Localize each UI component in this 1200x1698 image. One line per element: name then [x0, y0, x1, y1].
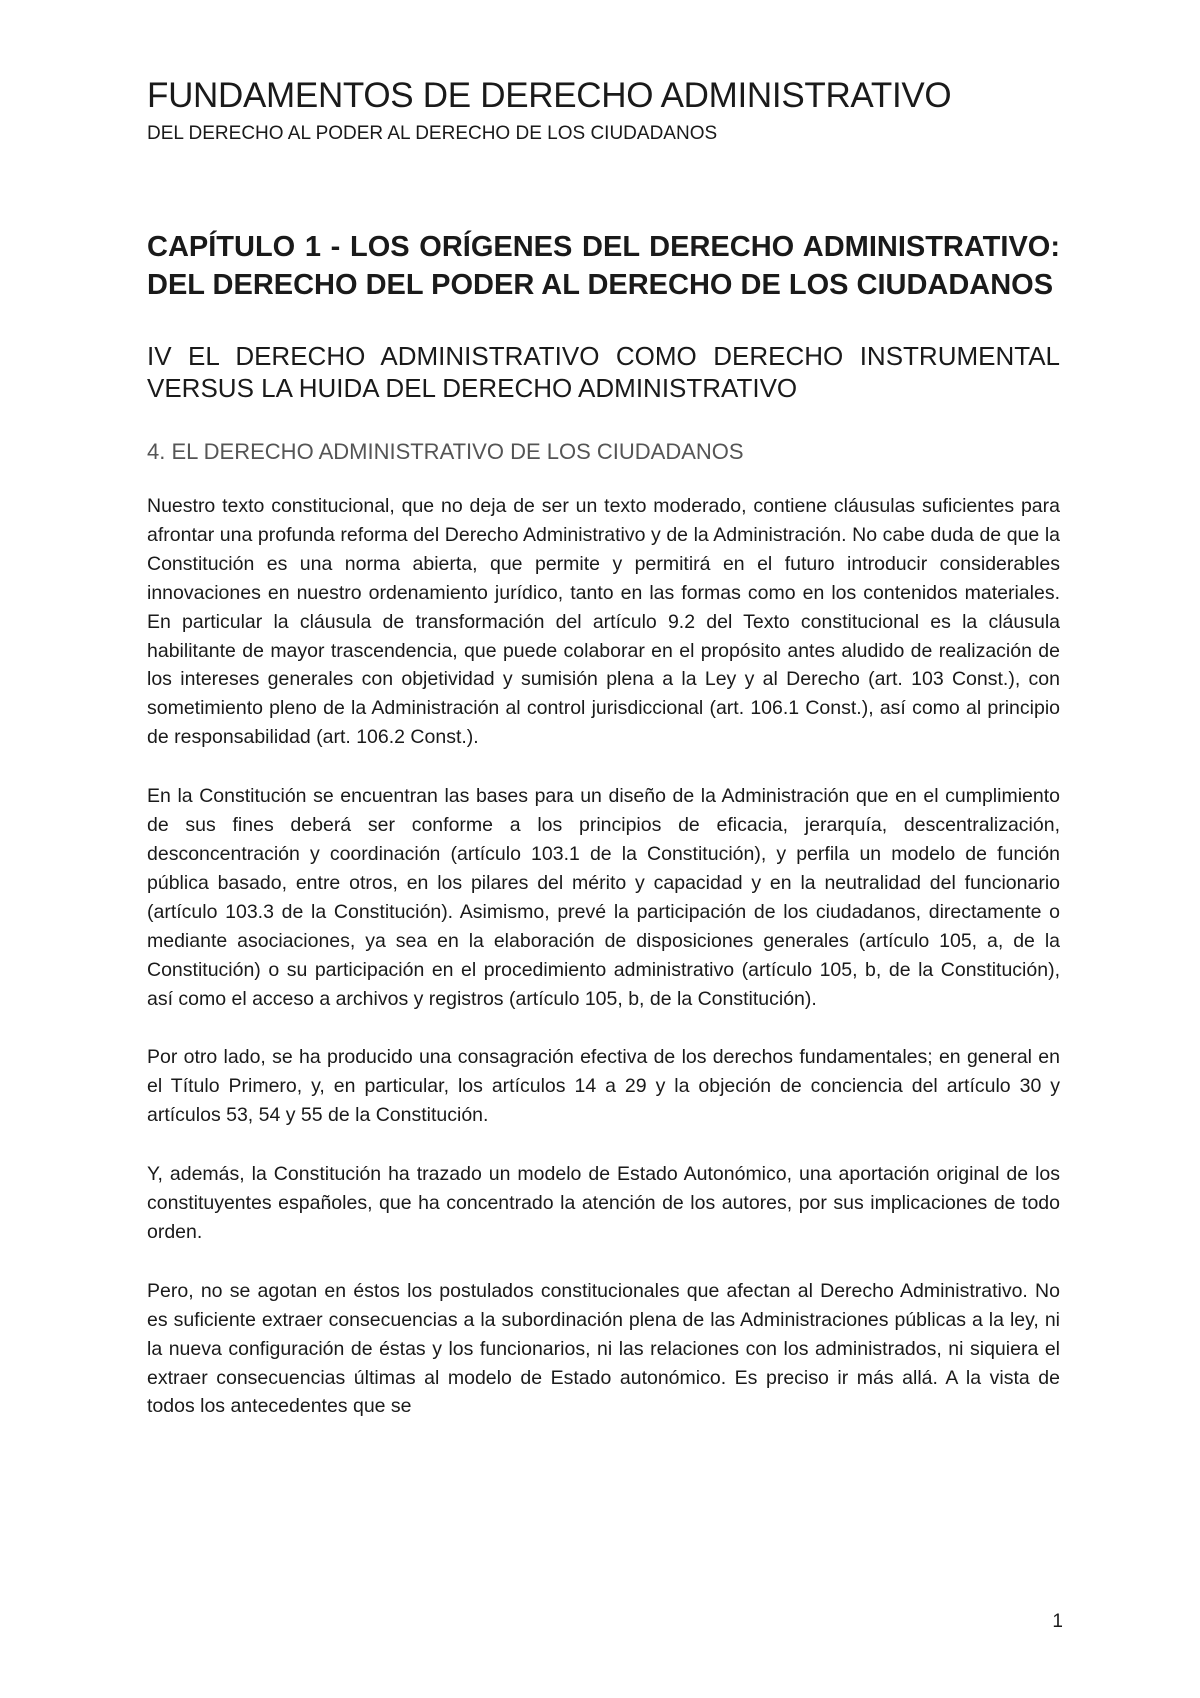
document-title: FUNDAMENTOS DE DERECHO ADMINISTRATIVO — [147, 76, 952, 115]
body-text — [147, 492, 1060, 1421]
document-subtitle: DEL DERECHO AL PODER AL DERECHO DE LOS CIUDADANOS — [147, 123, 718, 144]
subsection-heading: 4. EL DERECHO ADMINISTRATIVO DE LOS CIUDADANOS — [147, 439, 744, 464]
paragraph: Y, además, la Constitución ha trazado un modelo de Estado Autonómico, una aportación original de los constituyentes españoles, que ha concentrado la atención de los autores, por sus implicaciones de todo orden. — [147, 1163, 1060, 1243]
paragraph: Pero, no se agotan en éstos los postulados constitucionales que afectan al Derecho Administrativo. No es suficiente extraer consecuencias a la subordinación plena de las Administraciones públicas a la ley, ni la nueva configuración de éstas y los funcionarios, ni las relaciones con los administrados, ni siquiera el extraer consecuencias últimas al modelo de Estado autonómico. Es preciso ir más allá. A la vista de todos los antecedentes que se — [147, 1279, 1060, 1418]
page-number: 1 — [1052, 1611, 1063, 1632]
chapter-heading: CAPÍTULO 1 - LOS ORÍGENES DEL DERECHO ADMINISTRATIVO: DEL DERECHO DEL PODER AL DERECHO DE LOS CIUDADANOS — [147, 231, 1060, 301]
paragraph: Por otro lado, se ha producido una consagración efectiva de los derechos fundamentales; en general en el Título Primero, y, en particular, los artículos 14 a 29 y la objeción de conciencia del artículo 30 y artículos 53, 54 y 55 de la Constitución. — [147, 1046, 1060, 1127]
paragraph: Nuestro texto constitucional, que no deja de ser un texto moderado, contiene cláusulas suficientes para afrontar una profunda reforma del Derecho Administrativo y de la Administración. No cabe duda de que la Constitución es una norma abierta, que permite y permitirá en el futuro introducir considerables innovaciones en nuestro ordenamiento jurídico, tanto en las formas como en los contenidos materiales. En particular la cláusula de transformación del artículo 9.2 del Texto constitucional es la cláusula habilitante de mayor trascendencia, que puede colaborar en el propósito antes aludido de realización de los intereses generales con objetividad y sumisión plena a la Ley y al Derecho (art. 103 Const.), con sometimiento pleno de la Administración al control jurisdiccional (art. 106.1 Const.), así como al principio de responsabilidad (art. 106.2 Const.). — [147, 495, 1060, 749]
paragraph: En la Constitución se encuentran las bases para un diseño de la Administración que en el cumplimiento de sus fines deberá ser conforme a los principios de eficacia, jerarquía, descentralización, desconcentración y coordinación (artículo 103.1 de la Constitución), y perfila un modelo de función pública basado, entre otros, en los pilares del mérito y capacidad y en la neutralidad del funcionario (artículo 103.3 de la Constitución). Asimismo, prevé la participación de los ciudadanos, directamente o mediante asociaciones, ya sea en la elaboración de disposiciones generales (artículo 105, a, de la Constitución) o su participación en el procedimiento administrativo (artículo 105, b, de la Constitución), así como el acceso a archivos y registros (artículo 105, b, de la Constitución). — [147, 785, 1060, 1010]
page-content — [147, 74, 1060, 1451]
section-heading: IV EL DERECHO ADMINISTRATIVO COMO DERECHO INSTRUMENTAL VERSUS LA HUIDA DEL DERECHO ADMINISTRATIVO — [147, 341, 1060, 403]
